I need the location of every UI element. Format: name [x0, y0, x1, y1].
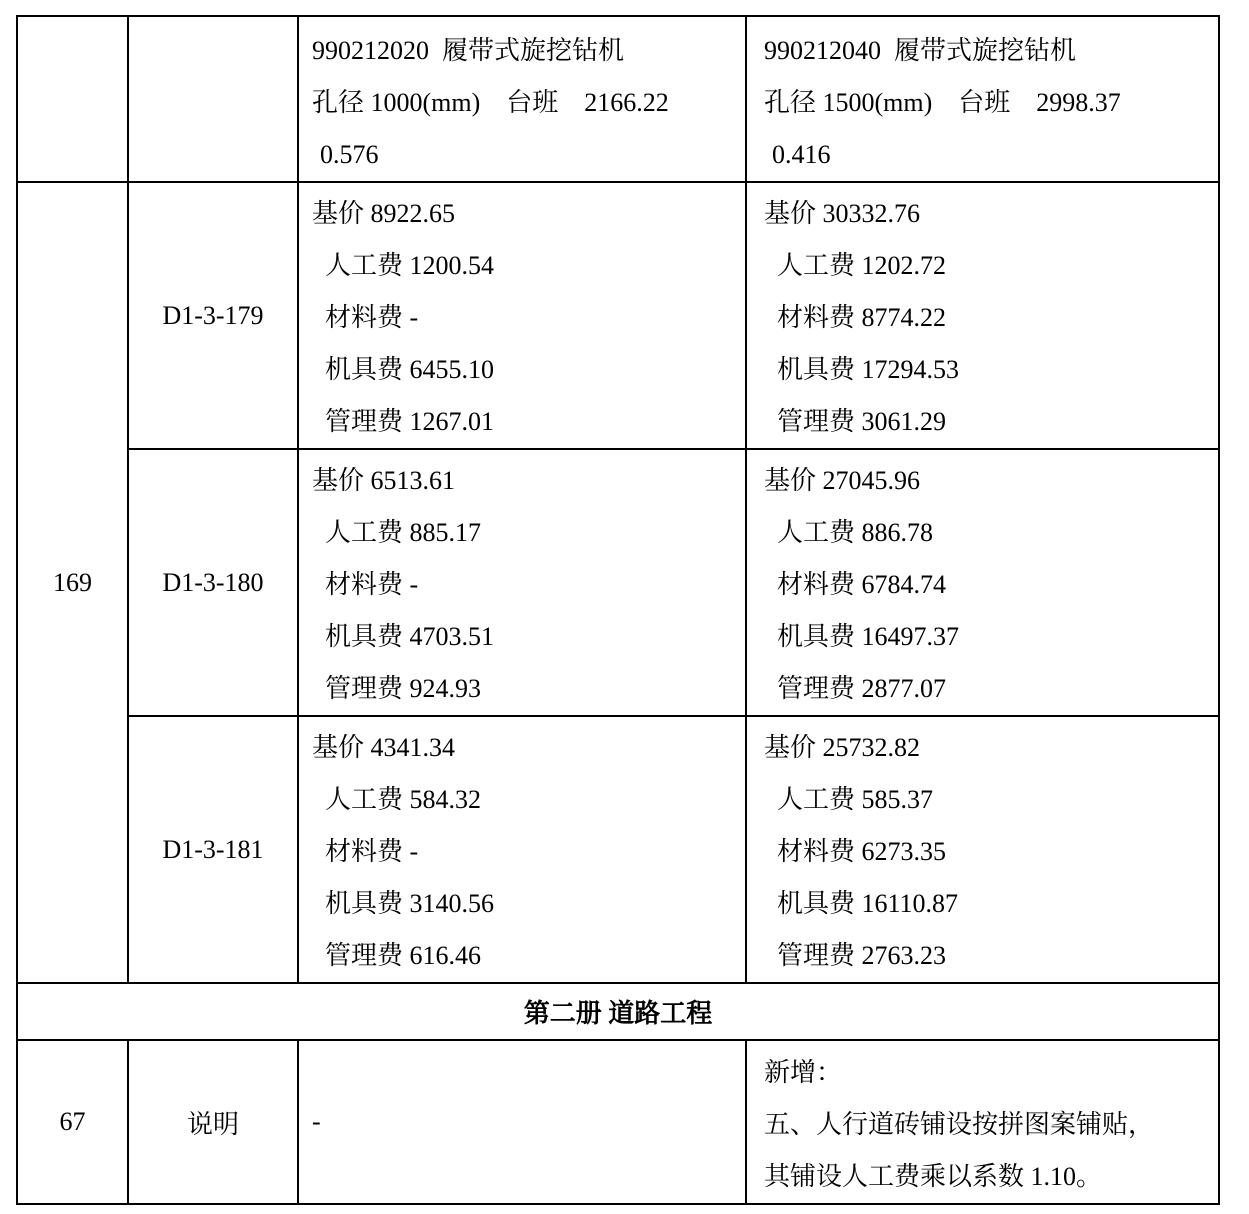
table-row-note	[17, 1040, 1219, 1204]
serial-cell: 67	[17, 1040, 128, 1204]
machine-spec-line: 孔径 1000(mm) 台班 2166.22	[312, 88, 669, 117]
material-fee-line: 材料费 6784.74	[777, 570, 947, 599]
note-text-cell	[746, 1040, 1219, 1204]
price-detail-cell-left	[298, 716, 746, 983]
machine-info-cell-left	[298, 16, 746, 182]
machine-fee-line: 机具费 16110.87	[777, 889, 959, 918]
note-title-line: 新增：	[764, 1058, 843, 1087]
labor-fee-line: 人工费 885.17	[325, 518, 482, 547]
base-price-line: 基价 8922.65	[312, 199, 456, 228]
base-price-line: 基价 27045.96	[764, 466, 921, 495]
machine-factor-line: 0.416	[772, 140, 831, 169]
table-row-entry	[17, 716, 1219, 983]
machine-code-line: 990212040 履带式旋挖钻机	[764, 36, 1077, 65]
price-detail-cell-left	[298, 449, 746, 716]
base-price-line: 基价 25732.82	[764, 733, 921, 762]
labor-fee-line: 人工费 584.32	[325, 785, 482, 814]
price-table	[16, 15, 1220, 1205]
serial-cell: 169	[17, 182, 128, 983]
machine-fee-line: 机具费 6455.10	[325, 355, 495, 384]
machine-fee-line: 机具费 3140.56	[325, 889, 495, 918]
table-row-entry	[17, 182, 1219, 449]
table-row-entry	[17, 449, 1219, 716]
note-dash-cell: -	[298, 1040, 746, 1204]
base-price-line: 基价 4341.34	[312, 733, 456, 762]
machine-factor-line: 0.576	[320, 140, 379, 169]
management-fee-line: 管理费 924.93	[325, 674, 482, 703]
code-cell-empty	[128, 16, 298, 182]
machine-spec-line: 孔径 1500(mm) 台班 2998.37	[764, 88, 1121, 117]
machine-code-line: 990212020 履带式旋挖钻机	[312, 36, 625, 65]
machine-info-cell-right	[746, 16, 1219, 182]
note-body-line: 五、人行道砖铺设按拼图案铺贴，	[764, 1110, 1155, 1139]
machine-fee-line: 机具费 16497.37	[777, 622, 960, 651]
table-row-section	[17, 983, 1219, 1040]
code-cell: D1-3-179	[128, 182, 298, 449]
machine-fee-line: 机具费 17294.53	[777, 355, 960, 384]
material-fee-line: 材料费 -	[325, 303, 419, 332]
price-detail-cell-right	[746, 449, 1219, 716]
management-fee-line: 管理费 1267.01	[325, 407, 495, 436]
management-fee-line: 管理费 3061.29	[777, 407, 947, 436]
price-detail-cell-right	[746, 182, 1219, 449]
material-fee-line: 材料费 6273.35	[777, 837, 947, 866]
price-detail-cell-left	[298, 182, 746, 449]
base-price-line: 基价 6513.61	[312, 466, 456, 495]
code-cell: D1-3-180	[128, 449, 298, 716]
note-body-line: 其铺设人工费乘以系数 1.10。	[764, 1162, 1103, 1191]
code-cell: 说明	[128, 1040, 298, 1204]
machine-fee-line: 机具费 4703.51	[325, 622, 495, 651]
code-cell: D1-3-181	[128, 716, 298, 983]
material-fee-line: 材料费 -	[325, 837, 419, 866]
labor-fee-line: 人工费 1202.72	[777, 251, 947, 280]
section-header-cell: 第二册 道路工程	[17, 983, 1219, 1040]
management-fee-line: 管理费 2877.07	[777, 674, 947, 703]
table-row-continuation	[17, 16, 1219, 182]
management-fee-line: 管理费 616.46	[325, 941, 482, 970]
management-fee-line: 管理费 2763.23	[777, 941, 947, 970]
labor-fee-line: 人工费 585.37	[777, 785, 934, 814]
base-price-line: 基价 30332.76	[764, 199, 921, 228]
price-detail-cell-right	[746, 716, 1219, 983]
labor-fee-line: 人工费 1200.54	[325, 251, 495, 280]
material-fee-line: 材料费 -	[325, 570, 419, 599]
serial-cell-empty	[17, 16, 128, 182]
labor-fee-line: 人工费 886.78	[777, 518, 934, 547]
material-fee-line: 材料费 8774.22	[777, 303, 947, 332]
